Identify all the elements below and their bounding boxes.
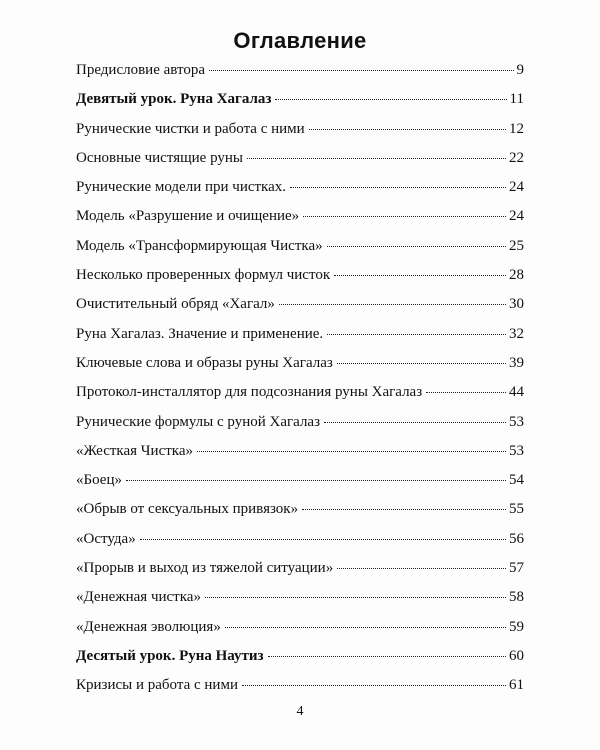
toc-entry [76, 173, 524, 202]
toc-entry-title: «Остуда» [76, 530, 136, 547]
dot-leader [337, 363, 506, 364]
dot-leader [225, 627, 506, 628]
toc-entry-title: Ключевые слова и образы руны Хагалаз [76, 354, 333, 371]
toc-entry-title: «Обрыв от сексуальных привязок» [76, 501, 299, 518]
toc-entry [76, 261, 524, 290]
toc-entry-title: Десятый урок. Руна Наутиз [76, 647, 264, 664]
toc-entry-page: 30 [509, 296, 524, 313]
dot-leader [327, 334, 506, 335]
toc-entry [76, 583, 524, 612]
toc-entry-title: Девятый урок. Руна Хагалаз [76, 91, 272, 108]
toc-entry [76, 495, 524, 524]
dot-leader [303, 216, 506, 217]
toc-entry [76, 144, 524, 173]
toc-entry-page: 25 [509, 237, 524, 254]
toc-entry-title: Очистительный обряд «Хагал» [76, 296, 275, 313]
toc-entry-title: Протокол-инсталлятор для подсознания руны Хагалаз [76, 384, 423, 401]
toc-entry [76, 408, 524, 437]
toc-entry-title: Руна Хагалаз. Значение и применение. [76, 325, 324, 342]
dot-leader [197, 451, 506, 452]
toc-entry-page: 53 [509, 413, 524, 430]
toc-entry [76, 85, 524, 114]
dot-leader [268, 656, 506, 657]
toc-entry [76, 232, 524, 261]
toc-entry [76, 349, 524, 378]
toc-entry [76, 290, 524, 319]
toc-entry-title: «Боец» [76, 472, 122, 489]
toc-entry-page: 53 [509, 442, 524, 459]
toc-entry-title: «Денежная эволюция» [76, 618, 221, 635]
toc-entry-title: Рунические чистки и работа с ними [76, 120, 305, 137]
dot-leader [327, 246, 506, 247]
toc-entry-title: Рунические формулы с руной Хагалаз [76, 413, 321, 430]
toc-entry-title: «Жесткая Чистка» [76, 442, 193, 459]
dot-leader [140, 539, 506, 540]
toc-entry-page: 61 [509, 677, 524, 694]
toc-entry-title: Основные чистящие руны [76, 149, 243, 166]
toc-entry [76, 613, 524, 642]
dot-leader [126, 480, 506, 481]
dot-leader [205, 597, 506, 598]
toc-entry-page: 22 [509, 149, 524, 166]
dot-leader [309, 129, 506, 130]
dot-leader [337, 568, 506, 569]
dot-leader [290, 187, 506, 188]
toc-entry-title: Модель «Трансформирующая Чистка» [76, 237, 323, 254]
dot-leader [324, 422, 506, 423]
toc-entry [76, 115, 524, 144]
toc-entry [76, 437, 524, 466]
toc-entry-title: Рунические модели при чистках. [76, 179, 287, 196]
toc-entry-page: 54 [509, 472, 524, 489]
toc-entry [76, 320, 524, 349]
toc-entry-title: Кризисы и работа с ними [76, 677, 238, 694]
dot-leader [302, 509, 506, 510]
toc-entry-title: Предисловие автора [76, 62, 205, 78]
toc-entry [76, 671, 524, 700]
toc-entry-title: Несколько проверенных формул чисток [76, 267, 331, 284]
dot-leader [279, 304, 506, 305]
toc-entry [76, 56, 524, 85]
toc-entry-page: 57 [509, 560, 524, 577]
toc-entry-page: 56 [509, 530, 524, 547]
toc-entry-page: 60 [509, 647, 524, 664]
toc-entry-page: 32 [509, 325, 524, 342]
toc-entry [76, 525, 524, 554]
toc-entry [76, 466, 524, 495]
toc-entry-page: 59 [509, 618, 524, 635]
dot-leader [334, 275, 506, 276]
page-title: Оглавление [233, 28, 367, 53]
toc-entry [76, 554, 524, 583]
toc-entry-page: 9 [516, 62, 524, 78]
dot-leader [209, 70, 514, 71]
toc-entry-page: 39 [509, 354, 524, 371]
page-number: 4 [296, 704, 304, 719]
dot-leader [426, 392, 506, 393]
toc-entry [76, 642, 524, 671]
table-of-contents [76, 56, 524, 701]
toc-entry-page: 24 [509, 208, 524, 225]
toc-entry-page: 12 [509, 120, 524, 137]
toc-entry-title: Модель «Разрушение и очищение» [76, 208, 300, 225]
toc-entry-page: 55 [509, 501, 524, 518]
dot-leader [242, 685, 506, 686]
toc-entry-page: 11 [509, 91, 524, 108]
toc-entry-page: 58 [509, 589, 524, 606]
dot-leader [275, 99, 506, 100]
toc-entry-page: 28 [509, 267, 524, 284]
toc-entry-page: 24 [509, 179, 524, 196]
toc-entry [76, 378, 524, 407]
toc-entry-page: 44 [509, 384, 524, 401]
toc-entry [76, 202, 524, 231]
dot-leader [247, 158, 506, 159]
toc-entry-title: «Прорыв и выход из тяжелой ситуации» [76, 560, 334, 577]
toc-entry-title: «Денежная чистка» [76, 589, 201, 606]
